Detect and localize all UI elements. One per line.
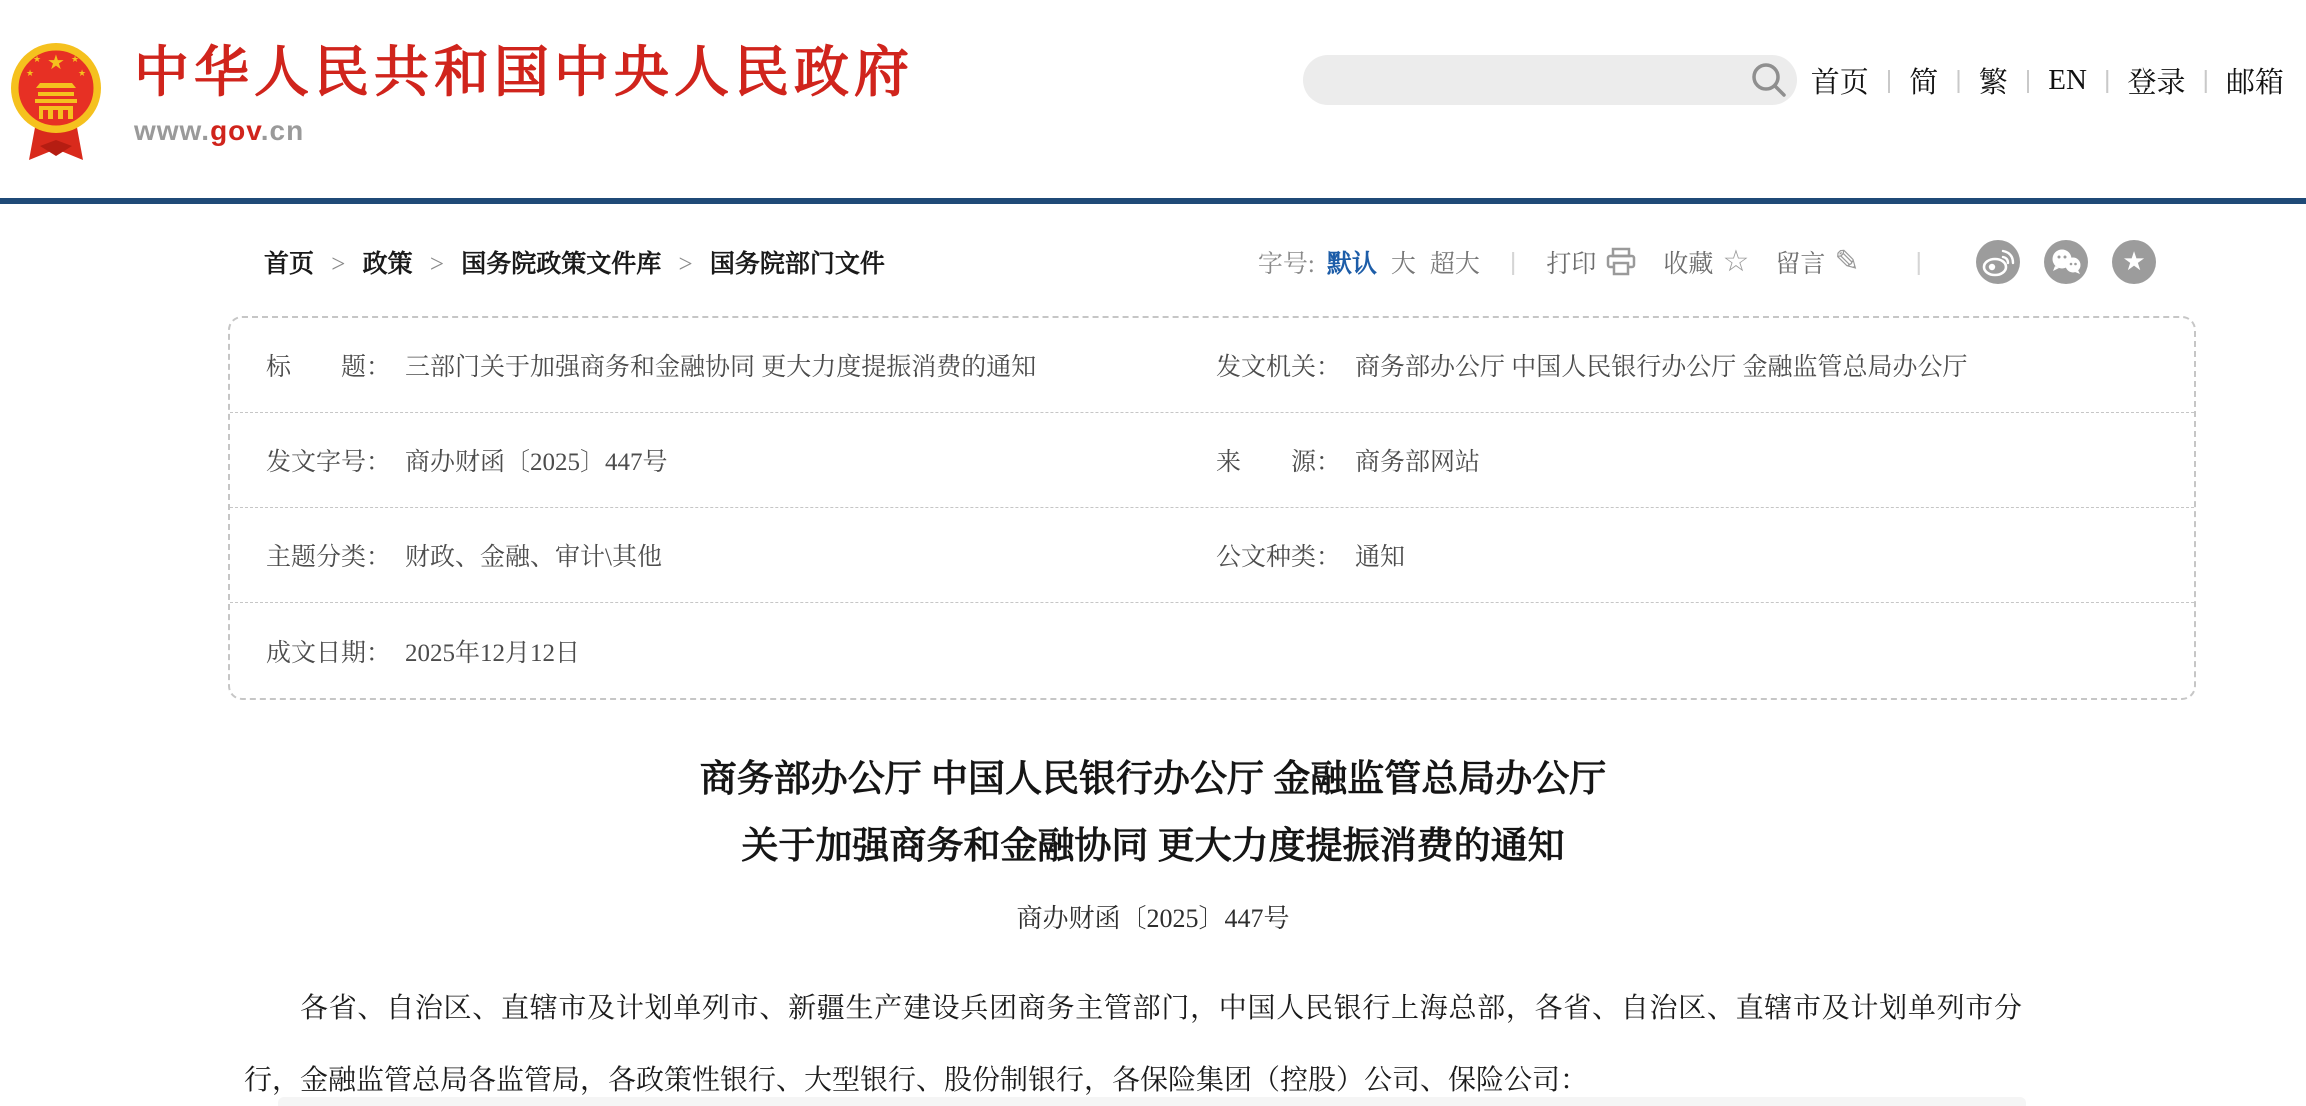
share-group	[1952, 240, 2156, 284]
meta-row-title-agency	[230, 318, 2194, 413]
font-size-default-button[interactable]: 默认	[1326, 251, 1377, 278]
header-divider	[0, 198, 2306, 204]
meta-date-cell	[266, 633, 1216, 669]
breadcrumb-policy-library[interactable]: 国务院政策文件库	[461, 251, 662, 278]
qzone-star-glyph: ★	[2122, 247, 2146, 277]
nav-separator: |	[1885, 65, 1893, 94]
article-title-line2: 关于加强商务和金融协同 更大力度提振消费的通知	[741, 826, 1565, 867]
search-input[interactable]	[1303, 55, 1797, 105]
site-url-suffix: .cn	[260, 114, 305, 146]
meta-source-label: 来 源：	[1216, 449, 1342, 476]
nav-home[interactable]: 首页	[1810, 66, 1869, 99]
meta-agency-cell	[1216, 347, 2158, 383]
site-url[interactable]	[134, 115, 914, 147]
meta-title-label: 标 题：	[266, 354, 392, 381]
meta-date-value: 2025年12月12日	[405, 639, 581, 667]
top-nav	[1811, 60, 2284, 101]
meta-category-cell	[266, 537, 1216, 573]
font-size-large-button[interactable]: 大	[1390, 251, 1416, 278]
font-size-xlarge-button[interactable]: 超大	[1429, 251, 1480, 278]
breadcrumb-policy[interactable]: 政策	[362, 251, 413, 278]
meta-title-cell	[266, 347, 1216, 383]
meta-row-category-type	[230, 508, 2194, 603]
print-label: 打印	[1546, 251, 1597, 278]
nav-english[interactable]: EN	[2048, 63, 2087, 96]
svg-text:★: ★	[32, 55, 42, 65]
meta-agency-value: 商务部办公厅 中国人民银行办公厅 金融监管总局办公厅	[1355, 354, 1968, 381]
meta-source-value: 商务部网站	[1355, 449, 1481, 476]
site-url-prefix: www.	[134, 114, 211, 146]
breadcrumb-home[interactable]: 首页	[264, 251, 315, 278]
printer-icon	[1605, 247, 1637, 277]
meta-doctype-value: 通知	[1355, 544, 1406, 571]
nav-login[interactable]: 登录	[2127, 66, 2186, 99]
share-weibo-icon[interactable]	[1976, 240, 2020, 284]
search-box[interactable]	[1303, 55, 1797, 105]
site-header	[0, 0, 2306, 198]
print-button[interactable]	[1546, 244, 1637, 280]
breadcrumb-separator: >	[331, 251, 346, 278]
meta-source-cell	[1216, 442, 2158, 478]
meta-docnumber-label: 发文字号：	[266, 449, 392, 476]
breadcrumb-toolbar-row	[264, 240, 2156, 284]
meta-doctype-cell	[1216, 537, 2158, 573]
nav-traditional[interactable]: 繁	[1978, 66, 2008, 99]
share-qzone-icon[interactable]	[2112, 240, 2156, 284]
breadcrumb-separator: >	[678, 251, 693, 278]
meta-row-date	[230, 603, 2194, 698]
document-meta-box	[228, 316, 2196, 700]
site-brand[interactable]	[10, 36, 914, 168]
svg-text:★: ★	[70, 55, 80, 65]
favorite-label: 收藏	[1663, 251, 1714, 278]
article-title-line1: 商务部办公厅 中国人民银行办公厅 金融监管总局办公厅	[699, 759, 1607, 800]
svg-text:★: ★	[47, 50, 65, 74]
site-url-gov: gov	[210, 114, 261, 146]
svg-text:★: ★	[77, 69, 87, 79]
nav-mail[interactable]: 邮箱	[2225, 66, 2284, 99]
meta-docnumber-cell	[266, 442, 1216, 478]
meta-date-label: 成文日期：	[266, 639, 392, 667]
national-emblem-icon	[10, 36, 102, 168]
comment-label: 留言	[1775, 251, 1826, 278]
nav-simplified[interactable]: 简	[1909, 66, 1939, 99]
toolbar-separator: |	[1509, 247, 1517, 276]
meta-doctype-label: 公文种类：	[1216, 544, 1342, 571]
article-doc-number: 商办财函〔2025〕447号	[1016, 904, 1290, 933]
search-icon[interactable]	[1749, 60, 1789, 100]
next-section-edge	[278, 1097, 2026, 1106]
svg-text:★: ★	[25, 69, 35, 79]
meta-title-value: 三部门关于加强商务和金融协同 更大力度提振消费的通知	[405, 354, 1037, 381]
breadcrumb-separator: >	[429, 251, 444, 278]
meta-docnumber-value: 商办财函〔2025〕447号	[405, 449, 668, 476]
nav-separator: |	[1955, 65, 1962, 94]
meta-agency-label: 发文机关：	[1216, 354, 1342, 381]
star-icon: ☆	[1722, 244, 1750, 279]
toolbar-separator: |	[1915, 247, 1922, 276]
breadcrumb-department-docs[interactable]: 国务院部门文件	[709, 251, 885, 278]
meta-category-label: 主题分类：	[266, 544, 392, 571]
article-title	[0, 746, 2306, 880]
article-toolbar	[1258, 240, 2156, 284]
nav-separator: |	[2202, 65, 2209, 94]
pencil-icon: ✎	[1834, 244, 1860, 279]
font-size-label: 字号:	[1257, 251, 1315, 278]
nav-separator: |	[2103, 65, 2111, 94]
nav-separator: |	[2024, 65, 2032, 94]
comment-button[interactable]	[1775, 244, 1859, 280]
site-title[interactable]: 中华人民共和国中央人民政府	[134, 41, 915, 103]
meta-category-value: 财政、金融、审计\其他	[405, 544, 662, 571]
breadcrumb	[264, 244, 885, 280]
share-wechat-icon[interactable]	[2044, 240, 2088, 284]
header-right	[1303, 55, 2284, 105]
favorite-button[interactable]	[1663, 244, 1749, 280]
brand-text	[134, 42, 914, 147]
meta-row-number-source	[230, 413, 2194, 508]
article-salutation: 各省、自治区、直辖市及计划单列市、新疆生产建设兵团商务主管部门，中国人民银行上海总部，各省、自治区、直辖市及计划单列市分行，金融监管总局各监管局，各政策性银行、大型银行、股份制银行，各保险集团（控股）公司、保险公司：	[244, 993, 2022, 1096]
